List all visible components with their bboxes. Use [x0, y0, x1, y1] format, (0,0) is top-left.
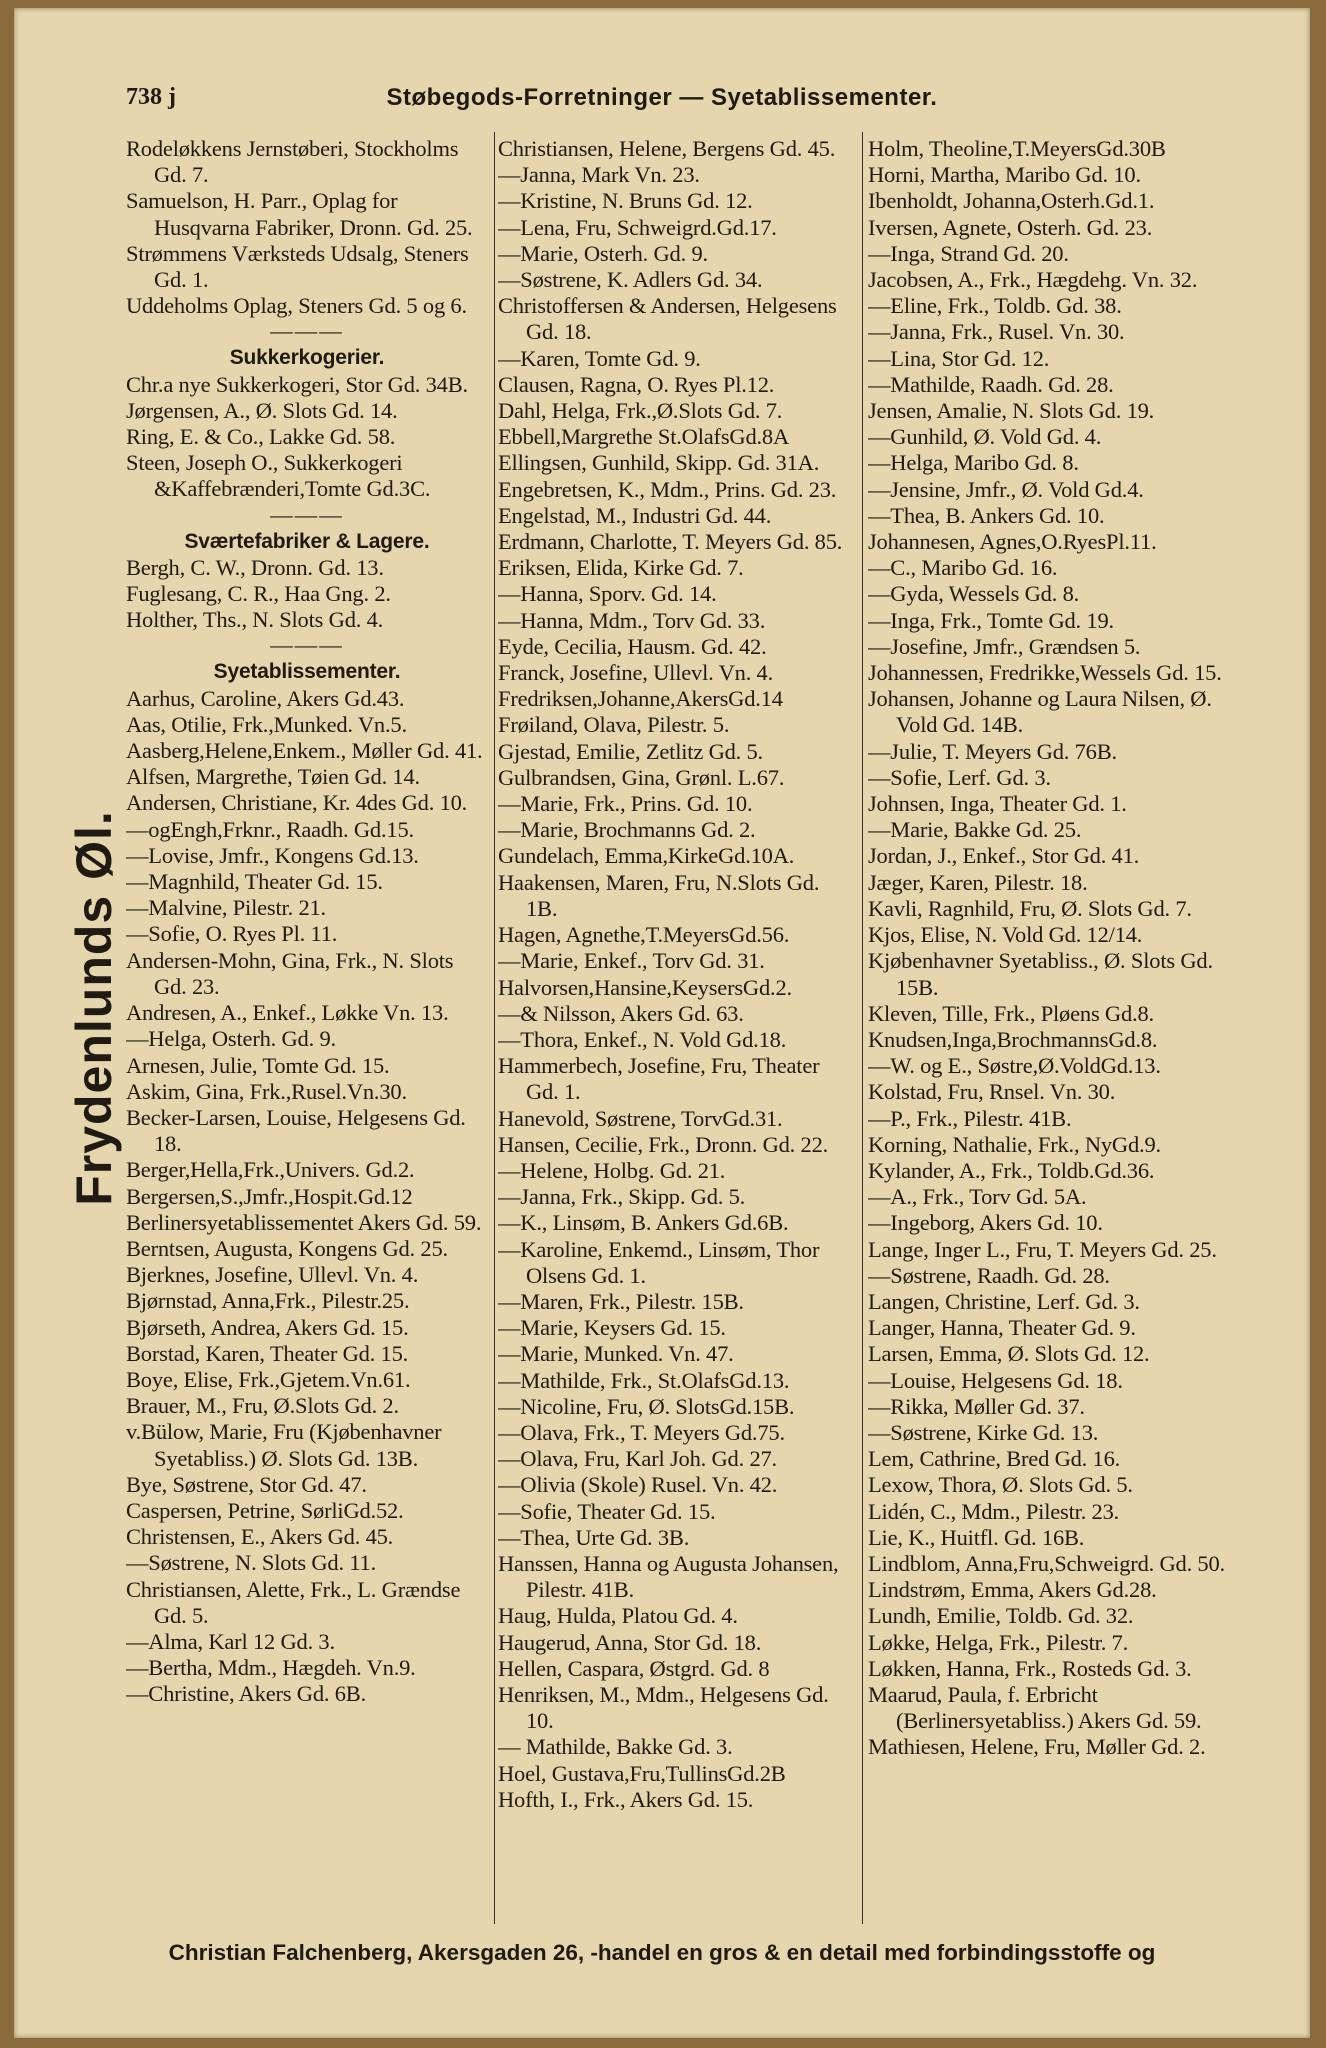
directory-entry: —Marie, Bakke Gd. 25.	[868, 817, 1082, 843]
directory-entry: Christiansen, Alette, Frk., L. Grændse Gd. 5.	[126, 1576, 461, 1628]
directory-entry: Lie, K., Huitfl. Gd. 16B.	[868, 1524, 1085, 1550]
directory-entry: Hansen, Cecilie, Frk., Dronn. Gd. 22.	[498, 1131, 829, 1157]
running-title: Støbegods-Forretninger — Syetablissementer.	[386, 84, 938, 111]
directory-entry: Erdmann, Charlotte, T. Meyers Gd. 85.	[498, 529, 843, 555]
directory-entry: Brauer, M., Fru, Ø.Slots Gd. 2.	[126, 1393, 399, 1419]
directory-entry: Johansen, Johanne og Laura Nilsen, Ø. Vold Gd. 14B.	[868, 686, 1212, 738]
directory-entry: —Louise, Helgesens Gd. 18.	[868, 1367, 1123, 1393]
directory-entry: Lindstrøm, Emma, Akers Gd.28.	[868, 1577, 1157, 1603]
directory-entry: Hanevold, Søstrene, TorvGd.31.	[498, 1105, 783, 1131]
directory-entry: Berlinersyetablissementet Akers Gd. 59.	[126, 1209, 482, 1235]
directory-entry: Samuelson, H. Parr., Oplag for Husqvarna Fabriker, Dronn. Gd. 25.	[126, 188, 473, 240]
directory-entry: Rodeløkkens Jernstøberi, Stockholms Gd. 7.	[126, 136, 459, 188]
directory-entry: Korning, Nathalie, Frk., NyGd.9.	[868, 1131, 1161, 1157]
directory-entry: Bjørseth, Andrea, Akers Gd. 15.	[126, 1314, 409, 1340]
directory-entry: —Sofie, O. Ryes Pl. 11.	[126, 921, 338, 947]
directory-entry: Becker-Larsen, Louise, Helgesens Gd. 18.	[126, 1104, 466, 1157]
directory-entry: Lexow, Thora, Ø. Slots Gd. 5.	[868, 1472, 1133, 1498]
directory-entry: —Thora, Enkef., N. Vold Gd.18.	[498, 1026, 787, 1052]
directory-entry: —Janna, Frk., Rusel. Vn. 30.	[868, 319, 1125, 345]
directory-entry: Engebretsen, K., Mdm., Prins. Gd. 23.	[498, 476, 837, 502]
directory-entry: —W. og E., Søstre,Ø.VoldGd.13.	[868, 1053, 1161, 1079]
directory-entry: —Mathilde, Raadh. Gd. 28.	[868, 371, 1114, 397]
directory-entry: Bjørnstad, Anna,Frk., Pilestr.25.	[126, 1288, 410, 1314]
directory-entry: Fredriksen,Johanne,AkersGd.14	[498, 686, 783, 712]
section-heading: Syetablissementer.	[213, 660, 401, 684]
directory-entry: Askim, Gina, Frk.,Rusel.Vn.30.	[126, 1078, 407, 1104]
directory-entry: Franck, Josefine, Ullevl. Vn. 4.	[498, 660, 774, 686]
directory-entry: Strømmens Værksteds Udsalg, Steners Gd. 1.	[126, 240, 469, 293]
directory-entry: Haug, Hulda, Platou Gd. 4.	[498, 1603, 738, 1629]
directory-entry: —& Nilsson, Akers Gd. 63.	[498, 1000, 744, 1026]
column-3	[868, 136, 1230, 1926]
directory-entry: Ibenholdt, Johanna,Osterh.Gd.1.	[868, 188, 1155, 214]
directory-entry: Ebbell,Margrethe St.OlafsGd.8A	[498, 424, 790, 450]
directory-entry: Bjerknes, Josefine, Ullevl. Vn. 4.	[126, 1262, 419, 1288]
directory-entry: Maarud, Paula, f. Erbricht (Berlinersyetabliss.) Akers Gd. 59.	[868, 1681, 1202, 1734]
directory-entry: Lange, Inger L., Fru, T. Meyers Gd. 25.	[868, 1236, 1217, 1262]
directory-entry: —Olava, Fru, Karl Joh. Gd. 27.	[498, 1446, 777, 1472]
directory-entry: —Lina, Stor Gd. 12.	[868, 345, 1050, 371]
directory-entry: —Marie, Frk., Prins. Gd. 10.	[498, 791, 753, 817]
directory-entry: Hagen, Agnethe,T.MeyersGd.56.	[498, 922, 790, 948]
directory-entry: Knudsen,Inga,BrochmannsGd.8.	[868, 1026, 1158, 1052]
directory-entry: Uddeholms Oplag, Steners Gd. 5 og 6.	[126, 293, 467, 319]
directory-entry: —Hanna, Sporv. Gd. 14.	[498, 581, 717, 607]
directory-entry: Kylander, A., Frk., Toldb.Gd.36.	[868, 1157, 1155, 1183]
directory-entry: Mathiesen, Helene, Fru, Møller Gd. 2.	[868, 1734, 1206, 1760]
directory-entry: Hammerbech, Josefine, Fru, Theater Gd. 1.	[498, 1053, 820, 1105]
directory-entry: Langen, Christine, Lerf. Gd. 3.	[868, 1288, 1140, 1314]
directory-entry: Clausen, Ragna, O. Ryes Pl.12.	[498, 371, 775, 397]
directory-entry: Haugerud, Anna, Stor Gd. 18.	[498, 1629, 762, 1655]
directory-entry: —Gunhild, Ø. Vold Gd. 4.	[868, 424, 1102, 450]
directory-entry: Engelstad, M., Industri Gd. 44.	[498, 502, 772, 528]
directory-entry: Hofth, I., Frk., Akers Gd. 15.	[498, 1786, 754, 1812]
directory-entry: —Hanna, Mdm., Torv Gd. 33.	[498, 607, 766, 633]
directory-entry: v.Bülow, Marie, Fru (Kjøbenhavner Syetabliss.) Ø. Slots Gd. 13B.	[126, 1419, 442, 1471]
directory-entry: Lundh, Emilie, Toldb. Gd. 32.	[868, 1603, 1134, 1629]
directory-entry: —K., Linsøm, B. Ankers Gd.6B.	[498, 1210, 789, 1236]
directory-entry: Horni, Martha, Maribo Gd. 10.	[868, 162, 1141, 188]
directory-entry: Kjos, Elise, N. Vold Gd. 12/14.	[868, 922, 1143, 948]
section-separator: ———	[270, 318, 344, 344]
directory-entry: Johannesen, Agnes,O.RyesPl.11.	[868, 529, 1157, 555]
directory-entry: —Inga, Frk., Tomte Gd. 19.	[868, 607, 1114, 633]
directory-entry: Bye, Søstrene, Stor Gd. 47.	[126, 1471, 367, 1497]
directory-entry: —Marie, Munked. Vn. 47.	[498, 1341, 734, 1367]
column-divider	[494, 132, 495, 1924]
directory-entry: Hellen, Caspara, Østgrd. Gd. 8	[498, 1655, 770, 1681]
directory-entry: Eyde, Cecilia, Hausm. Gd. 42.	[498, 633, 767, 659]
directory-entry: —Ingeborg, Akers Gd. 10.	[868, 1210, 1103, 1236]
directory-entry: Larsen, Emma, Ø. Slots Gd. 12.	[868, 1341, 1150, 1367]
directory-entry: Gjestad, Emilie, Zetlitz Gd. 5.	[498, 738, 763, 764]
directory-entry: —Lovise, Jmfr., Kongens Gd.13.	[126, 842, 419, 868]
page-number: 738 j	[126, 84, 176, 110]
directory-entry: —Alma, Karl 12 Gd. 3.	[126, 1628, 335, 1654]
directory-entry: Chr.a nye Sukkerkogeri, Stor Gd. 34B.	[126, 371, 468, 397]
directory-entry: Dahl, Helga, Frk.,Ø.Slots Gd. 7.	[498, 398, 783, 424]
directory-entry: Halvorsen,Hansine,KeysersGd.2.	[498, 974, 792, 1000]
directory-entry: Løkken, Hanna, Frk., Rosteds Gd. 3.	[868, 1655, 1192, 1681]
directory-entry: Løkke, Helga, Frk., Pilestr. 7.	[868, 1629, 1129, 1655]
directory-entry: Berntsen, Augusta, Kongens Gd. 25.	[126, 1235, 448, 1261]
directory-entry: Kolstad, Fru, Rnsel. Vn. 30.	[868, 1079, 1116, 1105]
directory-entry: Henriksen, M., Mdm., Helgesens Gd. 10.	[498, 1681, 829, 1734]
directory-entry: —Janna, Mark Vn. 23.	[498, 162, 700, 188]
section-heading: Sværtefabriker & Lagere.	[184, 529, 430, 553]
directory-entry: Christensen, E., Akers Gd. 45.	[126, 1524, 394, 1550]
directory-entry: Gulbrandsen, Gina, Grønl. L.67.	[498, 764, 785, 790]
directory-entry: —Rikka, Møller Gd. 37.	[868, 1393, 1085, 1419]
directory-entry: —Maren, Frk., Pilestr. 15B.	[498, 1288, 744, 1314]
directory-entry: Boye, Elise, Frk.,Gjetem.Vn.61.	[126, 1366, 411, 1392]
directory-entry: —Søstrene, K. Adlers Gd. 34.	[498, 267, 763, 293]
directory-entry: Fuglesang, C. R., Haa Gng. 2.	[126, 581, 391, 607]
directory-entry: —Julie, T. Meyers Gd. 76B.	[868, 738, 1117, 764]
directory-entry: —Bertha, Mdm., Hægdeh. Vn.9.	[126, 1655, 416, 1681]
directory-entry: —Marie, Brochmanns Gd. 2.	[498, 817, 756, 843]
directory-entry: Lindblom, Anna,Fru,Schweigrd. Gd. 50.	[868, 1550, 1225, 1576]
directory-entry: —Helga, Osterh. Gd. 9.	[126, 1026, 336, 1052]
directory-entry: Langer, Hanna, Theater Gd. 9.	[868, 1315, 1136, 1341]
directory-entry: —Janna, Frk., Skipp. Gd. 5.	[498, 1184, 746, 1210]
directory-entry: Bergersen,S.,Jmfr.,Hospit.Gd.12	[126, 1183, 413, 1209]
sidebar-advertisement	[64, 810, 124, 1206]
directory-entry: —Søstrene, Kirke Gd. 13.	[868, 1419, 1099, 1445]
directory-entry: Kjøbenhavner Syetabliss., Ø. Slots Gd. 15B.	[868, 948, 1213, 1000]
directory-entry: —C., Maribo Gd. 16.	[868, 555, 1058, 581]
directory-entry: —Marie, Keysers Gd. 15.	[498, 1315, 726, 1341]
directory-entry: Holther, Ths., N. Slots Gd. 4.	[126, 607, 384, 633]
directory-entry: Iversen, Agnete, Osterh. Gd. 23.	[868, 214, 1153, 240]
directory-entry: —Malvine, Pilestr. 21.	[126, 895, 326, 921]
directory-entry: Aasberg,Helene,Enkem., Møller Gd. 41.	[126, 738, 483, 764]
page-header	[14, 84, 1310, 120]
directory-entry: Ellingsen, Gunhild, Skipp. Gd. 31A.	[498, 450, 820, 476]
column-divider	[862, 132, 863, 1924]
directory-entry: —P., Frk., Pilestr. 41B.	[868, 1105, 1072, 1131]
directory-entry: Jørgensen, A., Ø. Slots Gd. 14.	[126, 397, 398, 423]
directory-entry: Gundelach, Emma,KirkeGd.10A.	[498, 843, 795, 869]
directory-entry: —Sofie, Theater Gd. 15.	[498, 1498, 716, 1524]
directory-entry: Holm, Theoline,T.MeyersGd.30B	[868, 136, 1166, 161]
directory-entry: —ogEngh,Frknr., Raadh. Gd.15.	[126, 816, 414, 842]
directory-entry: —Kristine, N. Bruns Gd. 12.	[498, 188, 753, 214]
directory-entry: Ring, E. & Co., Lakke Gd. 58.	[126, 424, 396, 450]
directory-entry: —Josefine, Jmfr., Grændsen 5.	[868, 633, 1141, 659]
section-separator: ———	[270, 501, 344, 527]
directory-page	[14, 8, 1310, 2038]
directory-entry: —Sofie, Lerf. Gd. 3.	[868, 764, 1051, 790]
column-2	[498, 136, 854, 1926]
directory-entry: Lem, Cathrine, Bred Gd. 16.	[868, 1446, 1121, 1472]
directory-entry: Bergh, C. W., Dronn. Gd. 13.	[126, 554, 384, 580]
directory-entry: —Olava, Frk., T. Meyers Gd.75.	[498, 1419, 785, 1445]
directory-entry: —Magnhild, Theater Gd. 15.	[126, 869, 383, 895]
directory-entry: Jacobsen, A., Frk., Hægdehg. Vn. 32.	[868, 267, 1198, 293]
directory-entry: Christiansen, Helene, Bergens Gd. 45.	[498, 136, 836, 161]
directory-entry: —Søstrene, N. Slots Gd. 11.	[126, 1550, 377, 1576]
directory-entry: Kavli, Ragnhild, Fru, Ø. Slots Gd. 7.	[868, 895, 1192, 921]
directory-entry: —Inga, Strand Gd. 20.	[868, 240, 1069, 266]
directory-entry: Johnsen, Inga, Theater Gd. 1.	[868, 791, 1127, 817]
directory-entry: —Olivia (Skole) Rusel. Vn. 42.	[498, 1472, 778, 1498]
directory-entry: —Jensine, Jmfr., Ø. Vold Gd.4.	[868, 476, 1144, 502]
directory-entry: —Eline, Frk., Toldb. Gd. 38.	[868, 293, 1122, 319]
directory-entry: Caspersen, Petrine, SørliGd.52.	[126, 1497, 404, 1523]
directory-entry: —Thea, Urte Gd. 3B.	[498, 1524, 690, 1550]
sidebar-ad-text: Frydenlunds Øl.	[66, 810, 122, 1206]
section-heading: Sukkerkogerier.	[229, 346, 385, 370]
directory-entry: Borstad, Karen, Theater Gd. 15.	[126, 1340, 409, 1366]
directory-entry: —Christine, Akers Gd. 6B.	[126, 1681, 366, 1707]
directory-entry: —Lena, Fru, Schweigrd.Gd.17.	[498, 214, 777, 240]
section-separator: ———	[270, 632, 344, 658]
directory-entry: Jensen, Amalie, N. Slots Gd. 19.	[868, 398, 1155, 424]
footer-advertisement: Christian Falchenberg, Akersgaden 26, -handel en gros & en detail med forbindingsstoffe og	[168, 1940, 1156, 1965]
directory-entry: — Mathilde, Bakke Gd. 3.	[498, 1734, 733, 1760]
directory-entry: Lidén, C., Mdm., Pilestr. 23.	[868, 1498, 1120, 1524]
directory-entry: Berger,Hella,Frk.,Univers. Gd.2.	[126, 1157, 415, 1183]
directory-entry: Andersen, Christiane, Kr. 4des Gd. 10.	[126, 790, 468, 816]
directory-entry: Kleven, Tille, Frk., Pløens Gd.8.	[868, 1000, 1154, 1026]
directory-entry: Hanssen, Hanna og Augusta Johansen, Pilestr. 41B.	[498, 1550, 839, 1603]
directory-entry: Christoffersen & Andersen, Helgesens Gd. 18.	[498, 293, 837, 345]
directory-entry: Aarhus, Caroline, Akers Gd.43.	[126, 685, 405, 711]
directory-entry: Arnesen, Julie, Tomte Gd. 15.	[126, 1052, 390, 1078]
directory-entry: Andresen, A., Enkef., Løkke Vn. 13.	[126, 1000, 449, 1026]
directory-entry: Haakensen, Maren, Fru, N.Slots Gd. 1B.	[498, 869, 820, 921]
column-1	[126, 136, 488, 1926]
directory-entry: Johannessen, Fredrikke,Wessels Gd. 15.	[868, 660, 1222, 686]
directory-entry: Hoel, Gustava,Fru,TullinsGd.2B	[498, 1760, 786, 1786]
directory-entry: —Karen, Tomte Gd. 9.	[498, 345, 701, 371]
directory-entry: Aas, Otilie, Frk.,Munked. Vn.5.	[126, 711, 407, 737]
directory-entry: Jæger, Karen, Pilestr. 18.	[868, 869, 1088, 895]
directory-entry: —Mathilde, Frk., St.OlafsGd.13.	[498, 1367, 790, 1393]
directory-entry: Steen, Joseph O., Sukkerkogeri &Kaffebrænderi,Tomte Gd.3C.	[126, 450, 431, 502]
directory-entry: —Gyda, Wessels Gd. 8.	[868, 581, 1080, 607]
directory-entry: Frøiland, Olava, Pilestr. 5.	[498, 712, 730, 738]
directory-entry: —Marie, Osterh. Gd. 9.	[498, 240, 708, 266]
directory-entry: Jordan, J., Enkef., Stor Gd. 41.	[868, 843, 1140, 869]
directory-entry: —Helga, Maribo Gd. 8.	[868, 450, 1079, 476]
directory-entry: Alfsen, Margrethe, Tøien Gd. 14.	[126, 764, 420, 790]
directory-entry: —Marie, Enkef., Torv Gd. 31.	[498, 948, 765, 974]
directory-entry: —Nicoline, Fru, Ø. SlotsGd.15B.	[498, 1393, 795, 1419]
directory-entry: —Karoline, Enkemd., Linsøm, Thor Olsens Gd. 1.	[498, 1236, 820, 1288]
directory-entry: —Thea, B. Ankers Gd. 10.	[868, 502, 1105, 528]
directory-entry: Eriksen, Elida, Kirke Gd. 7.	[498, 555, 744, 581]
directory-entry: —Søstrene, Raadh. Gd. 28.	[868, 1262, 1110, 1288]
directory-entry: Andersen-Mohn, Gina, Frk., N. Slots Gd. 23.	[126, 947, 454, 999]
directory-entry: —A., Frk., Torv Gd. 5A.	[868, 1184, 1087, 1210]
directory-entry: —Helene, Holbg. Gd. 21.	[498, 1157, 726, 1183]
